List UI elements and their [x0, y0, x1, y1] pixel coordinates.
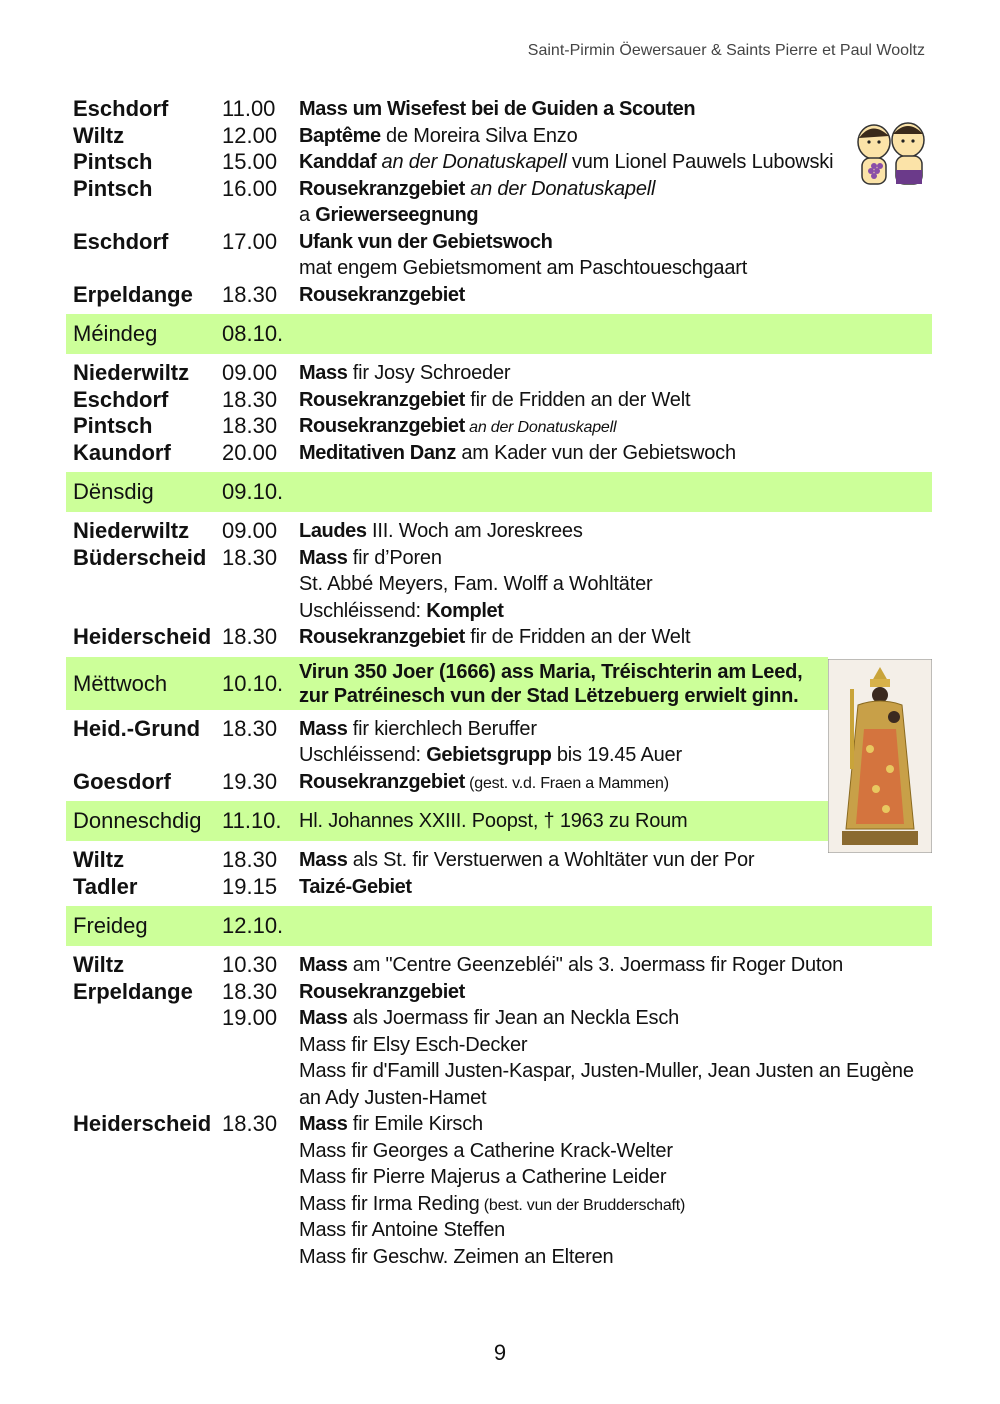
entry-description — [299, 769, 669, 798]
day-note-line: Virun 350 Joer (1666) ass Maria, Tréischterin am Leed, — [299, 660, 803, 683]
running-header: Saint-Pirmin Öewersauer & Saints Pierre et Paul Wooltz — [527, 42, 925, 59]
schedule-entry — [66, 96, 932, 123]
entry-text-part: Rousekranzgebiet — [299, 283, 465, 306]
entry-time: 18.30 — [222, 847, 278, 872]
schedule-entry — [66, 229, 932, 256]
entry-text-part: als St. fir Verstuerwen a Wohltäter vun der Por — [347, 849, 755, 871]
entry-description — [299, 202, 478, 229]
entry-description — [299, 1111, 483, 1138]
entry-time: 09.00 — [222, 360, 278, 385]
entry-text-part: an Ady Justen-Hamet — [299, 1086, 487, 1109]
entry-text-part: Mass fir d'Famill Justen-Kaspar, Justen-Muller, Jean Justen an Eugène — [299, 1060, 914, 1082]
entry-text-part: mat engem Gebietsmoment am Paschtoueschgaart — [299, 257, 748, 279]
day-name: Dënsdig — [73, 479, 154, 504]
entry-text-part: Uschléissend: — [299, 599, 427, 622]
entry-text-part: St. Abbé Meyers, Fam. Wolff a Wohltäter — [299, 573, 653, 595]
entry-description — [299, 96, 695, 123]
schedule-entry — [66, 716, 932, 743]
schedule-entry — [66, 545, 932, 572]
entry-description — [299, 716, 537, 743]
entry-text-part: fir de Fridden an der Welt — [464, 388, 691, 411]
entry-text-part: de Moreira Silva Enzo — [380, 124, 578, 147]
entry-time: 19.00 — [222, 1005, 278, 1030]
day-date: 12.10. — [222, 913, 284, 938]
day-date: 09.10. — [222, 479, 284, 504]
schedule-entry — [66, 598, 932, 625]
entry-description — [299, 1244, 613, 1271]
entry-text-part: Rousekranzgebiet — [299, 626, 465, 648]
day-name: Freideg — [73, 913, 148, 938]
entry-description — [299, 149, 833, 176]
schedule-entry — [66, 874, 932, 901]
entry-text-part: Mass — [299, 1007, 348, 1029]
schedule-entry — [66, 387, 932, 414]
entry-description — [299, 874, 412, 901]
entry-text-part: Uschléissend: — [299, 744, 427, 766]
entry-time: 12.00 — [222, 122, 278, 148]
entry-text-part: Mass — [299, 717, 348, 740]
schedule-entry — [66, 149, 932, 176]
schedule-entry — [66, 571, 932, 598]
entry-text-part: Rousekranzgebiet — [299, 980, 465, 1003]
day-date: 10.10. — [222, 670, 284, 696]
schedule-entry — [66, 847, 932, 874]
day-header — [66, 801, 828, 841]
entry-time: 18.30 — [222, 624, 278, 649]
entry-text-part: (gest. v.d. Fraen a Mammen) — [464, 774, 669, 792]
schedule-entry — [66, 1085, 932, 1112]
day-note-line: zur Patréinesch vun der Stad Lëtzebuerg erwielt ginn. — [299, 684, 799, 707]
entry-text-part: Mass — [299, 849, 348, 871]
entry-text-part: fir de Fridden an der Welt — [464, 626, 691, 648]
entry-time: 18.30 — [222, 413, 278, 438]
entry-place: Eschdorf — [73, 228, 169, 254]
entry-description — [299, 979, 465, 1006]
schedule-entry — [66, 440, 932, 467]
day-date: 11.10. — [222, 808, 282, 833]
entry-time: 18.30 — [222, 1111, 278, 1136]
entry-text-part: Meditativen Danz — [299, 441, 456, 464]
entry-time: 18.30 — [222, 544, 278, 570]
entry-place: Kaundorf — [73, 439, 171, 465]
entry-text-part: Mass fir Geschw. Zeimen an Elteren — [299, 1245, 614, 1268]
schedule-list — [66, 96, 932, 1270]
schedule-entry — [66, 1005, 932, 1032]
schedule-entry — [66, 282, 932, 309]
entry-text-part: Ufank vun der Gebietswoch — [299, 230, 553, 253]
entry-text-part: Baptême — [299, 124, 381, 147]
entry-text-part: Rousekranzgebiet — [299, 415, 465, 437]
schedule-entry — [66, 952, 932, 979]
entry-text-part: Mass — [299, 1113, 348, 1135]
entry-time: 15.00 — [222, 149, 278, 174]
entry-text-part: Mass — [299, 546, 348, 569]
entry-text-part: Rousekranzgebiet — [299, 388, 465, 411]
entry-text-part: an der Donatuskapell — [464, 177, 656, 200]
schedule-entry — [66, 1032, 932, 1059]
entry-text-part: fir Emile Kirsch — [347, 1113, 483, 1135]
entry-description — [299, 1005, 679, 1032]
day-header — [66, 657, 828, 710]
entry-description — [299, 1058, 914, 1085]
entry-place: Niederwiltz — [73, 518, 190, 543]
entry-place: Heiderscheid — [73, 1111, 212, 1136]
entry-description — [299, 624, 690, 651]
entry-time: 16.00 — [222, 175, 278, 201]
entry-description — [299, 387, 690, 414]
schedule-entry — [66, 413, 932, 440]
entry-text-part: Rousekranzgebiet — [299, 177, 465, 200]
entry-description — [299, 1138, 673, 1165]
entry-description — [299, 571, 652, 598]
entry-description — [299, 1217, 505, 1244]
day-header — [66, 314, 932, 354]
day-date: 08.10. — [222, 321, 284, 346]
entry-place: Pintsch — [73, 149, 153, 174]
schedule-entry — [66, 1058, 932, 1085]
entry-description — [299, 255, 747, 282]
entry-time: 10.30 — [222, 952, 278, 977]
schedule-entry — [66, 518, 932, 545]
entry-time: 19.30 — [222, 768, 278, 794]
entry-text-part: Mass fir Georges a Catherine Krack-Welter — [299, 1139, 673, 1162]
day-name: Méindeg — [73, 321, 158, 346]
entry-description — [299, 282, 465, 309]
entry-text-part: fir Josy Schroeder — [347, 362, 511, 384]
entry-time: 19.15 — [222, 873, 278, 899]
entry-text-part: fir d’Poren — [347, 546, 442, 569]
entry-description — [299, 1085, 486, 1112]
schedule-entry — [66, 1217, 932, 1244]
entry-text-part: vum Lionel Pauwels Lubowski — [566, 151, 834, 173]
entry-text-part: (best. vun der Brudderschaft) — [479, 1196, 686, 1214]
entry-text-part: Kanddaf — [299, 151, 377, 173]
entry-text-part: Mass um Wisefest bei de Guiden a Scouten — [299, 98, 696, 120]
entry-text-part: Griewerseegnung — [315, 204, 479, 226]
entry-text-part: Mass — [299, 954, 348, 976]
entry-time: 18.30 — [222, 386, 278, 412]
entry-description — [299, 176, 655, 203]
entry-place: Eschdorf — [73, 386, 169, 412]
entry-text-part: am Kader vun der Gebietswoch — [455, 441, 736, 464]
schedule-entry — [66, 202, 932, 229]
entry-time: 20.00 — [222, 439, 278, 465]
schedule-entry — [66, 1111, 932, 1138]
day-note — [299, 660, 803, 708]
entry-text-part: Rousekranzgebiet — [299, 770, 465, 793]
entry-place: Wiltz — [73, 952, 125, 977]
schedule-entry — [66, 1244, 932, 1271]
schedule-entry — [66, 176, 932, 203]
entry-place: Wiltz — [73, 847, 125, 872]
entry-description — [299, 847, 754, 874]
entry-place: Wiltz — [73, 122, 125, 148]
entry-description — [299, 742, 682, 769]
entry-text-part: Mass fir Pierre Majerus a Catherine Leider — [299, 1166, 667, 1188]
entry-place: Goesdorf — [73, 768, 171, 794]
entry-time: 17.00 — [222, 228, 278, 254]
entry-text-part: am "Centre Geenzebléi" als 3. Joermass fir Roger Duton — [347, 954, 844, 976]
entry-place: Büderscheid — [73, 544, 207, 570]
entry-description — [299, 1032, 527, 1059]
entry-place: Pintsch — [73, 413, 153, 438]
entry-place: Erpeldange — [73, 281, 193, 307]
entry-text-part: Mass fir Irma Reding — [299, 1192, 480, 1215]
entry-time: 11.00 — [222, 96, 276, 121]
entry-description — [299, 598, 503, 625]
entry-text-part: a — [299, 204, 316, 226]
entry-time: 09.00 — [222, 518, 278, 543]
day-name: Mëttwoch — [73, 670, 168, 696]
entry-text-part: bis 19.45 Auer — [551, 744, 682, 766]
entry-description — [299, 440, 736, 467]
schedule-entry — [66, 1191, 932, 1218]
entry-description — [299, 413, 616, 442]
entry-place: Erpeldange — [73, 978, 193, 1004]
entry-place: Heiderscheid — [73, 624, 212, 649]
schedule-entry — [66, 624, 932, 651]
schedule-entry — [66, 123, 932, 150]
entry-description — [299, 360, 510, 387]
schedule-entry — [66, 979, 932, 1006]
schedule-entry — [66, 1138, 932, 1165]
entry-text-part: III. Woch am Joreskrees — [366, 520, 583, 542]
entry-text-part: Laudes — [299, 520, 367, 542]
entry-place: Heid.-Grund — [73, 715, 201, 741]
entry-description — [299, 952, 843, 979]
entry-time: 18.30 — [222, 715, 278, 741]
entry-place: Pintsch — [73, 175, 153, 201]
page-number: 9 — [493, 1340, 507, 1365]
entry-place: Eschdorf — [73, 96, 169, 121]
entry-text-part: fir kierchlech Beruffer — [347, 717, 537, 740]
entry-text-part: als Joermass fir Jean an Neckla Esch — [347, 1007, 680, 1029]
entry-description — [299, 123, 578, 150]
schedule-entry — [66, 255, 932, 282]
schedule-entry — [66, 742, 932, 769]
entry-time: 18.30 — [222, 281, 278, 307]
day-header — [66, 906, 932, 946]
entry-text-part: Mass fir Antoine Steffen — [299, 1219, 506, 1241]
schedule-entry — [66, 769, 932, 796]
entry-description — [299, 229, 552, 256]
entry-text-part: Mass — [299, 362, 348, 384]
schedule-entry — [66, 360, 932, 387]
entry-text-part: Komplet — [426, 599, 504, 622]
entry-place: Niederwiltz — [73, 360, 190, 385]
entry-text-part: Mass fir Elsy Esch-Decker — [299, 1033, 528, 1056]
entry-text-part: an der Donatuskapell — [376, 151, 567, 173]
entry-description — [299, 545, 442, 572]
entry-time: 18.30 — [222, 978, 278, 1004]
entry-text-part: Gebietsgrupp — [426, 744, 552, 766]
day-header — [66, 472, 932, 512]
schedule-entry — [66, 1164, 932, 1191]
entry-text-part: an der Donatuskapell — [464, 419, 617, 436]
day-name: Donneschdig — [73, 808, 202, 833]
entry-text-part: Taizé-Gebiet — [299, 875, 412, 898]
day-note: Hl. Johannes XXIII. Poopst, † 1963 zu Roum — [299, 810, 688, 832]
entry-description — [299, 1191, 685, 1220]
entry-place: Tadler — [73, 873, 138, 899]
entry-description — [299, 1164, 666, 1191]
entry-description — [299, 518, 583, 545]
